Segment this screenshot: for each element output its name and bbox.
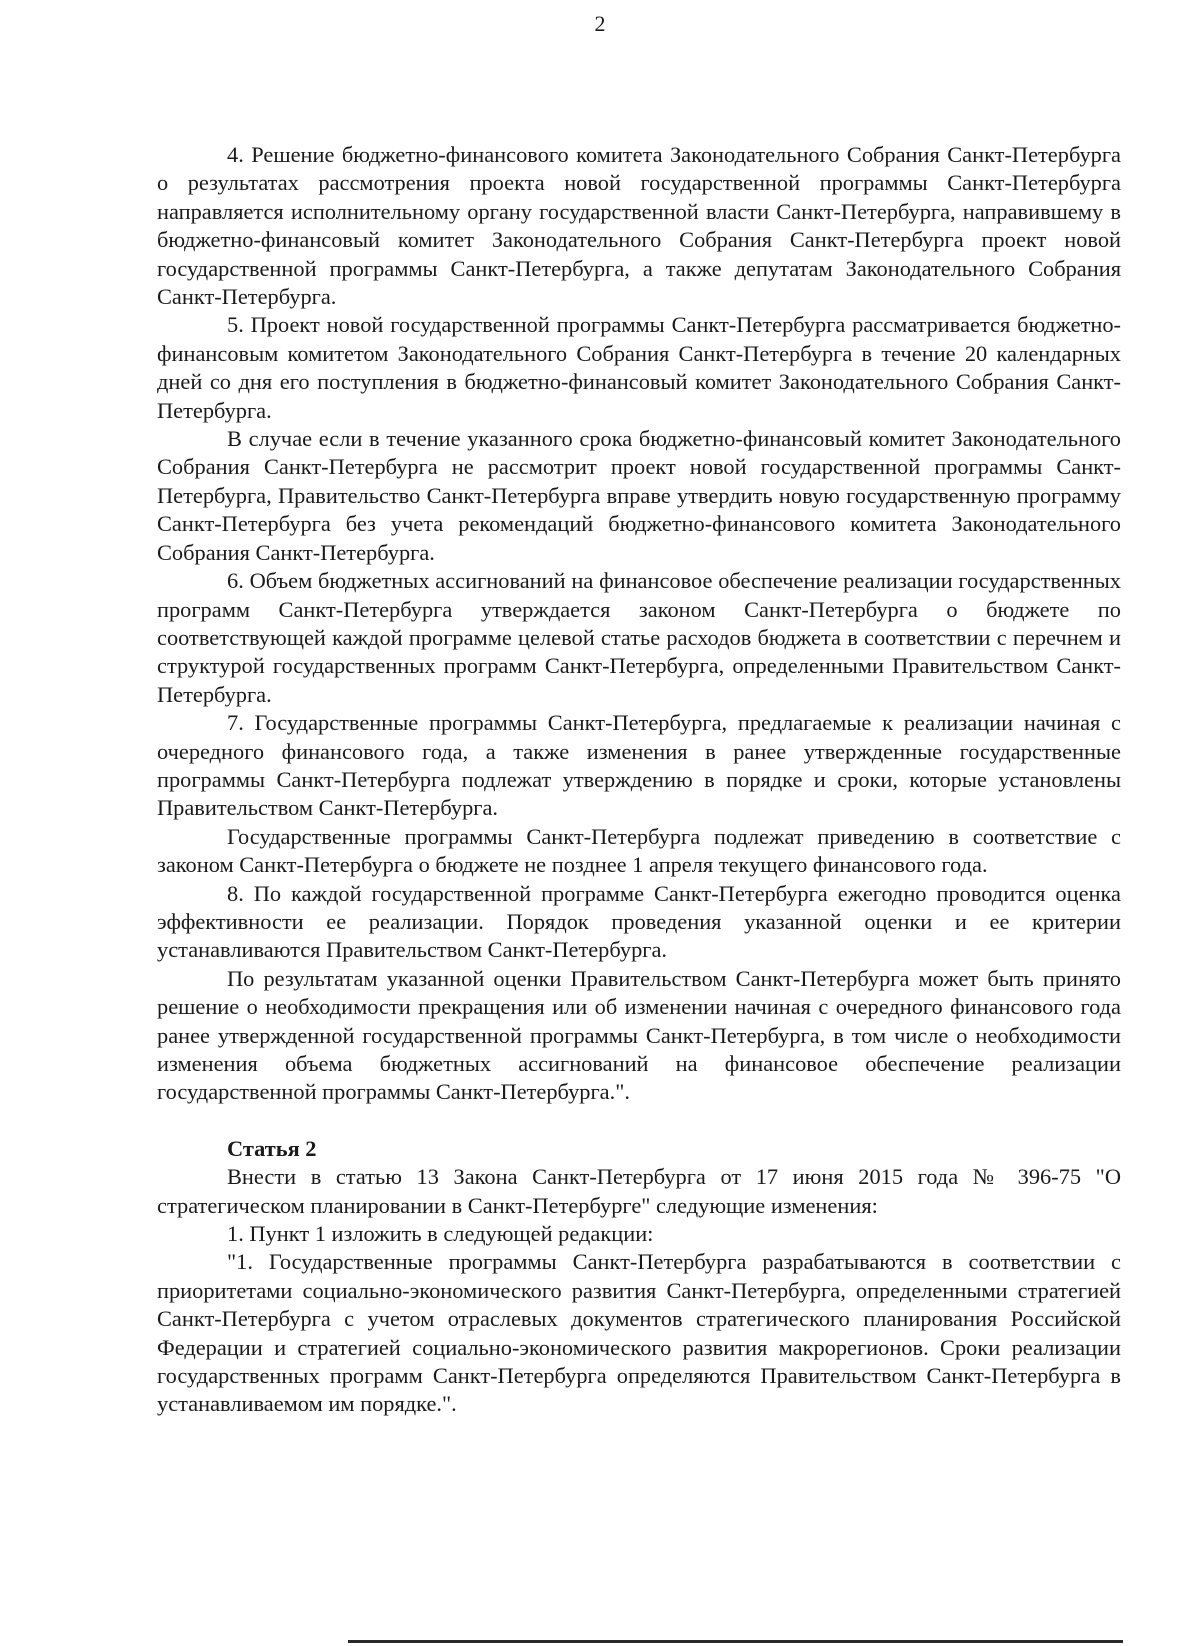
paragraph-article-2-new-text: "1. Государственные программы Санкт-Петербурга разрабатываются в соответствии с приоритетами социально-экономического развития Санкт-Петербурга, определенными стратегией Санкт-Петербурга с учетом отраслевых документов стратегического планирования Российской Федерации и стратегией социально-экономического развития макрорегионов. Сроки реализации государственных программ Санкт-Петербурга определяются Правительством Санкт-Петербурга в устанавливаемом им порядке.".: [157, 1249, 1121, 1417]
section-spacer: [157, 1107, 1121, 1135]
paragraph-item-4: 4. Решение бюджетно-финансового комитета Законодательного Собрания Санкт-Петербурга о результатах рассмотрения проекта новой государственной программы Санкт-Петербурга направляется исполнительному органу государственной власти Санкт-Петербурга, направившему в бюджетно-финансовый комитет Законодательного Собрания Санкт-Петербурга проект новой государственной программы Санкт-Петербурга, а также депутатам Законодательного Собрания Санкт-Петербурга.: [157, 142, 1121, 310]
paragraph-item-5-continuation: В случае если в течение указанного срока бюджетно-финансовый комитет Законодательного Собрания Санкт-Петербурга не рассмотрит проект новой государственной программы Санкт-Петербурга, Правительство Санкт-Петербурга вправе утвердить новую государственную программу Санкт-Петербурга без учета рекомендаций бюджетно-финансового комитета Законодательного Собрания Санкт-Петербурга.: [157, 426, 1121, 565]
document-body: [157, 141, 1121, 1419]
paragraph-item-7-continuation: Государственные программы Санкт-Петербурга подлежат приведению в соответствие с законом Санкт-Петербурга о бюджете не позднее 1 апреля текущего финансового года.: [157, 823, 1121, 878]
paragraph-article-2-point-1: 1. Пункт 1 изложить в следующей редакции:: [227, 1221, 654, 1247]
paragraph-item-7: 7. Государственные программы Санкт-Петербурга, предлагаемые к реализации начиная с очередного финансового года, а также изменения в ранее утвержденные государственные программы Санкт-Петербурга подлежат утверждению в порядке и сроки, которые установлены Правительством Санкт-Петербурга.: [157, 710, 1121, 821]
paragraph-item-8: 8. По каждой государственной программе Санкт-Петербурга ежегодно проводится оценка эффективности ее реализации. Порядок проведения указанной оценки и ее критерии устанавливаются Правительством Санкт-Петербурга.: [157, 880, 1121, 963]
article-heading: Статья 2: [227, 1135, 317, 1161]
paragraph-item-8-continuation: По результатам указанной оценки Правительством Санкт-Петербурга может быть принято решение о необходимости прекращения или об изменении начиная с очередного финансового года ранее утвержденной государственной программы Санкт-Петербурга, в том числе о необходимости изменения объема бюджетных ассигнований на финансовое обеспечение реализации государственной программы Санкт-Петербурга.".: [157, 965, 1121, 1105]
paragraph-item-5: 5. Проект новой государственной программы Санкт-Петербурга рассматривается бюджетно-финансовым комитетом Законодательного Собрания Санкт-Петербурга в течение 20 календарных дней со дня его поступления в бюджетно-финансовый комитет Законодательного Собрания Санкт-Петербурга.: [157, 312, 1121, 423]
page-number: 2: [594, 11, 606, 36]
footer-rule: [348, 1640, 1123, 1643]
paragraph-item-6: 6. Объем бюджетных ассигнований на финансовое обеспечение реализации государственных программ Санкт-Петербурга утверждается законом Санкт-Петербурга о бюджете по соответствующей каждой программе целевой статье расходов бюджета в соответствии с перечнем и структурой государственных программ Санкт-Петербурга, определенными Правительством Санкт-Петербурга.: [157, 568, 1121, 707]
paragraph-article-2-intro: Внести в статью 13 Закона Санкт-Петербурга от 17 июня 2015 года № 396-75 "О стратегическом планировании в Санкт-Петербурге" следующие изменения:: [157, 1164, 1121, 1218]
